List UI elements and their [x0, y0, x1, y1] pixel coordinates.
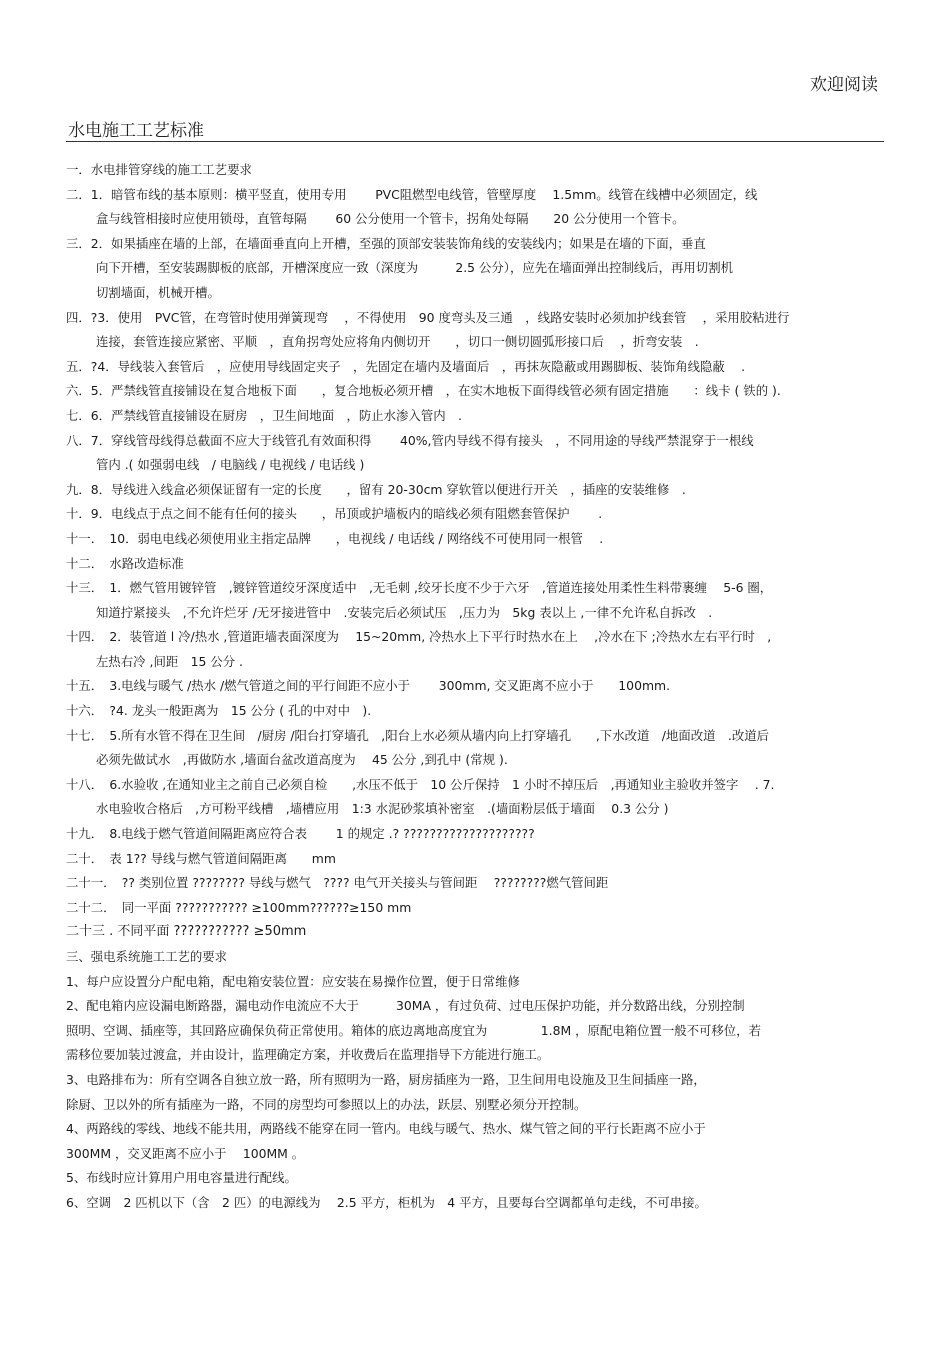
text-line: 八．7．穿线管母线得总截面不应大于线管孔有效面积得 40%,管内导线不得有接头 ，不同用途的导线严禁混穿于一根线 [66, 432, 754, 448]
text-line: 三、强电系统施工工艺的要求 [66, 949, 228, 964]
text-line: 除厨、卫以外的所有插座为一路，不同的房型均可参照以上的办法，跃层、别墅必须分开控制。 [66, 1096, 587, 1112]
text-line: 切割墙面，机械开槽。 [96, 284, 220, 300]
text-line: 盒与线管相接时应使用锁母，直管每隔 60 公分使用一个管卡，拐角处每隔 20 公分使用一个管卡。 [96, 211, 685, 227]
text-line: 十．9．电线点于点之间不能有任何的接头 ，吊顶或护墙板内的暗线必须有阻燃套管保护 . [66, 506, 603, 522]
text-line: 向下开槽，至安装踢脚板的底部，开槽深度应一致（深度为 2.5 公分），应先在墙面弹出控制线后，再用切割机 [96, 260, 733, 276]
text-line: 六．5．严禁线管直接铺设在复合地板下面 ，复合地板必须开槽 ，在实木地板下面得线管必须有固定措施 ：线卡 ( 铁的 ). [66, 383, 781, 399]
text-line: 三．2．如果插座在墙的上部，在墙面垂直向上开槽，至强的顶部安装装饰角线的安装线内；如果是在墙的下面，垂直 [66, 235, 706, 251]
text-line: 十二． 水路改造标准 [66, 555, 184, 571]
text-line: 连接，套管连接应紧密、平顺 ，直角拐弯处应将角内侧切开 ，切口一侧切圆弧形接口后 ，折弯安装 . [96, 334, 699, 350]
text-line: 知道拧紧接头 ,不允许烂牙 /无牙接进管中 .安装完后必须试压 ,压力为 5kg 表以上 ,一律不允许私自拆改 . [96, 604, 713, 620]
text-line: 二十． 表 1?? 导线与燃气管道间隔距离 mm [66, 850, 336, 866]
text-line: 十四． 2．装管道 l 冷/热水 ,管道距墙表面深度为 15~20mm, 冷热水上下平行时热水在上 ,冷水在下 ;冷热水左右平行时 , [66, 629, 772, 645]
text-line: 4、两路线的零线、地线不能共用，两路线不能穿在同一管内。电线与暖气、热水、煤气管之间的平行长距离不应小于 [66, 1121, 706, 1137]
text-line: 二十三 . 不同平面 ??????????? ≥50mm [66, 924, 307, 940]
text-line: 二十一． ?? 类别位置 ???????? 导线与燃气 ???? 电气开关接头与管间距 ????????燃气管间距 [66, 875, 609, 891]
text-line: 七．6．严禁线管直接铺设在厨房 ，卫生间地面 ，防止水渗入管内 . [66, 407, 462, 423]
text-line: 二．1．暗管布线的基本原则：横平竖直，使用专用 PVC阻燃型电线管，管壁厚度 1.5mm。线管在线槽中必须固定，线 [66, 186, 758, 202]
text-line: 1、每户应设置分户配电箱，配电箱安装位置：应安装在易操作位置，便于日常维修 [66, 973, 520, 989]
header-welcome-text: 欢迎阅读 [810, 75, 878, 95]
text-line: 十一． 10．弱电电线必须使用业主指定品牌 ，电视线 / 电话线 / 网络线不可使用同一根管 . [66, 530, 604, 546]
text-line: 十九． 8.电线于燃气管道间隔距离应符合表 1 的规定 .? ???????????????????? [66, 826, 535, 842]
text-line: 十七． 5.所有水管不得在卫生间 /厨房 /阳台打穿墙孔 ,阳台上水必须从墙内向上打穿墙孔 ,下水改道 /地面改道 .改道后 [66, 727, 769, 743]
text-line: 二十二． 同一平面 ??????????? ≥100mm??????≥150 mm [66, 899, 412, 915]
text-line: 需移位要加装过渡盒，并由设计，监理确定方案，并收费后在监理指导下方能进行施工。 [66, 1047, 550, 1063]
text-line: 水电验收合格后 ,方可粉平线槽 ,墙槽应用 1:3 水泥砂浆填补密室 .(墙面粉层低于墙面 0.3 公分 ) [96, 801, 669, 817]
text-line: 2、配电箱内应设漏电断路器，漏电动作电流应不大于 30MA ，有过负荷、过电压保护功能，并分数路出线，分别控制 [66, 998, 745, 1014]
text-line: 6、空调 2 匹机以下（含 2 匹）的电源线为 2.5 平方，柜机为 4 平方，且要每台空调都单句走线，不可串接。 [66, 1194, 707, 1210]
text-line: 3、电路排布为：所有空调各自独立放一路，所有照明为一路，厨房插座为一路，卫生间用电设施及卫生间插座一路， [66, 1071, 706, 1087]
text-line: 一．水电排管穿线的施工工艺要求 [66, 162, 252, 177]
page-title: 水电施工工艺标准 [68, 121, 204, 141]
text-line: 五．?4．导线装入套管后 ，应使用导线固定夹子 ，先固定在墙内及墙面后 ，再抹灰隐蔽或用踢脚板、装饰角线隐蔽 . [66, 358, 746, 374]
text-line: 十六． ?4. 龙头一般距离为 15 公分 ( 孔的中对中 ). [66, 703, 372, 719]
text-line: 十三． 1．燃气管用镀锌管 ,镀锌管道绞牙深度适中 ,无毛刺 ,绞牙长度不少于六牙 ,管道连接处用柔性生料带裹缠 5-6 圈， [66, 580, 773, 596]
text-line: 九．8．导线进入线盒必须保证留有一定的长度 ，留有 20-30cm 穿软管以便进行开关 ，插座的安装维修 . [66, 481, 686, 497]
text-line: 左热右冷 ,间距 15 公分 . [96, 653, 243, 669]
text-line: 管内 .( 如强弱电线 / 电脑线 / 电视线 / 电话线 ) [96, 457, 365, 473]
text-line: 四．?3．使用 PVC管，在弯管时使用弹簧现弯 ，不得使用 90 度弯头及三通 ，线路安装时必须加护线套管 ，采用胶粘进行 [66, 309, 790, 325]
document-body [66, 158, 886, 1216]
text-line: 5、布线时应计算用户用电容量进行配线。 [66, 1170, 297, 1186]
text-line: 十八． 6.水验收 ,在通知业主之前自己必须自检 ,水压不低于 10 公斤保持 1 小时不掉压后 ,再通知业主验收并签字 . 7. [66, 776, 775, 792]
text-line: 照明、空调、插座等，其回路应确保负荷正常使用。箱体的底边离地高度宜为 1.8M ，原配电箱位置一般不可移位，若 [66, 1022, 761, 1038]
text-line: 必须先做试水 ,再做防水 ,墙面台盆改道高度为 45 公分 ,到孔中 (常规 ). [96, 752, 508, 768]
text-line: 300MM ，交叉距离不应小于 100MM 。 [66, 1145, 305, 1161]
text-line: 十五． 3.电线与暖气 /热水 /燃气管道之间的平行间距不应小于 300mm, 交叉距离不应小于 100mm. [66, 678, 671, 694]
title-divider [66, 141, 884, 142]
